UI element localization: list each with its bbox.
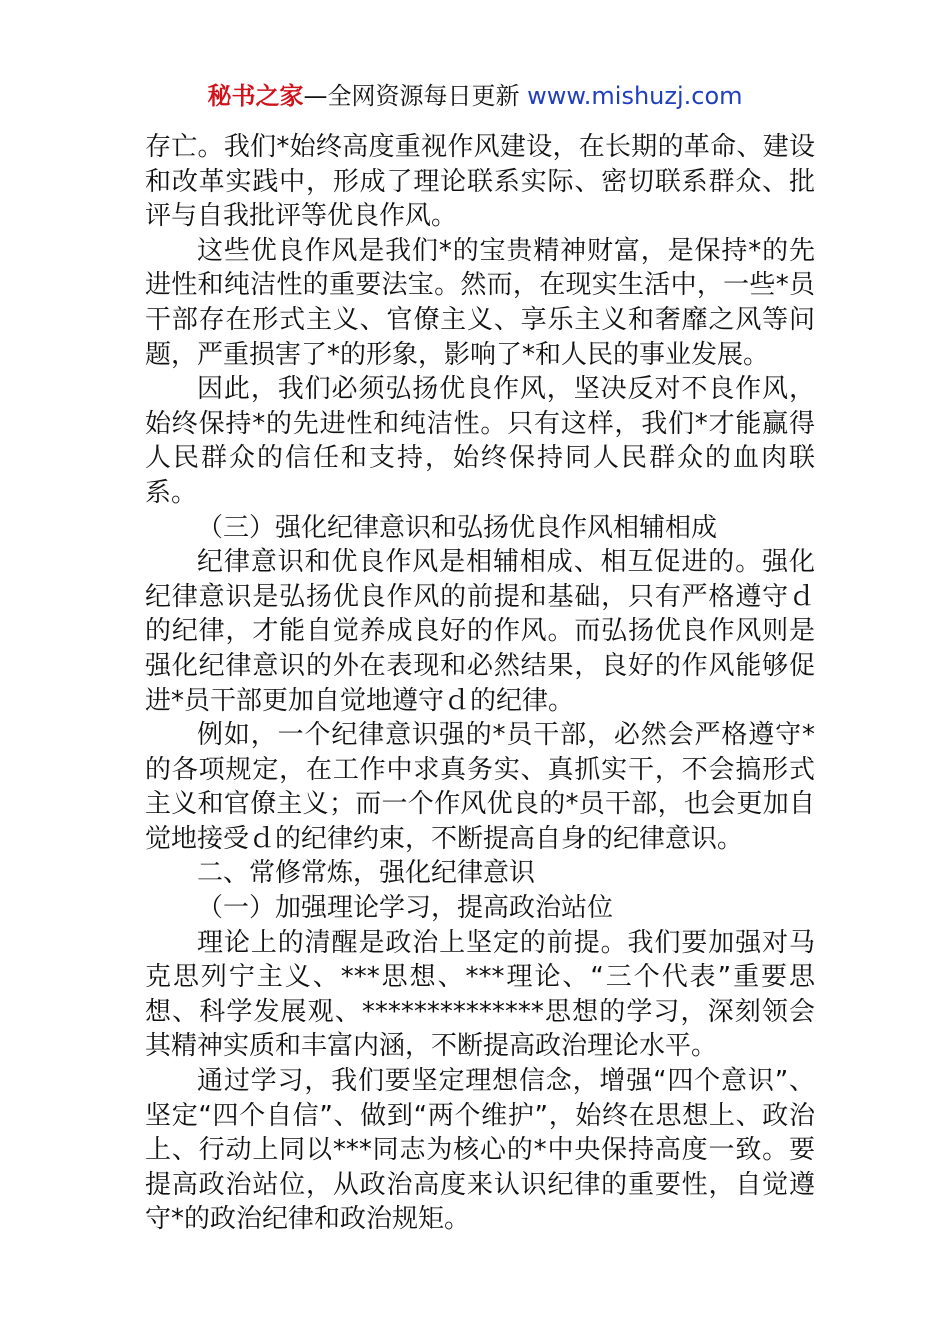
document-body xyxy=(145,130,815,1237)
paragraph: 因此，我们必须弘扬优良作风，坚决反对不良作风，始终保持*的先进性和纯洁性。只有这样，我们*才能赢得人民群众的信任和支持，始终保持同人民群众的血肉联系。 xyxy=(145,374,815,508)
paragraph: 纪律意识和优良作风是相辅相成、相互促进的。强化纪律意识是弘扬优良作风的前提和基础，只有严格遵守ｄ的纪律，才能自觉养成良好的作风。而弘扬优良作风则是强化纪律意识的外在表现和必然结果，良好的作风能够促进*员干部更加自觉地遵守ｄ的纪律。 xyxy=(145,547,815,716)
site-header xyxy=(0,78,950,114)
brand-name: 秘书之家 xyxy=(207,82,304,110)
paragraph: 例如，一个纪律意识强的*员干部，必然会严格遵守*的各项规定，在工作中求真务实、真抓实干，不会搞形式主义和官僚主义；而一个作风优良的*员干部，也会更加自觉地接受ｄ的纪律约束，不断提高自身的纪律意识。 xyxy=(145,720,815,854)
paragraph: 这些优良作风是我们*的宝贵精神财富，是保持*的先进性和纯洁性的重要法宝。然而，在现实生活中，一些*员干部存在形式主义、官僚主义、享乐主义和奢靡之风等问题，严重损害了*的形象，影响了*和人民的事业发展。 xyxy=(145,235,815,370)
section-heading: （三）强化纪律意识和弘扬优良作风相辅相成 xyxy=(197,512,718,543)
section-heading: 二、常修常炼，强化纪律意识 xyxy=(197,858,536,889)
paragraph: 通过学习，我们要坚定理想信念，增强“四个意识”、坚定“四个自信”、做到“两个维护”，始终在思想上、政治上、行动上同以***同志为核心的*中央保持高度一致。要提高政治站位，从政治高度来认识纪律的重要性，自觉遵守*的政治纪律和政治规矩。 xyxy=(145,1066,815,1235)
section-heading: （一）加强理论学习，提高政治站位 xyxy=(197,893,614,924)
header-tagline: —全网资源每日更新 xyxy=(303,82,528,110)
paragraph: 理论上的清醒是政治上坚定的前提。我们要加强对马克思列宁主义、***思想、***理论、“三个代表”重要思想、科学发展观、**************思想的学习，深刻领会其精神实质和丰富内涵，不断提高政治理论水平。 xyxy=(145,927,815,1062)
site-url[interactable]: www.mishuzj.com xyxy=(527,82,743,110)
paragraph: 存亡。我们*始终高度重视作风建设，在长期的革命、建设和改革实践中，形成了理论联系实际、密切联系群众、批评与自我批评等优良作风。 xyxy=(145,132,815,232)
